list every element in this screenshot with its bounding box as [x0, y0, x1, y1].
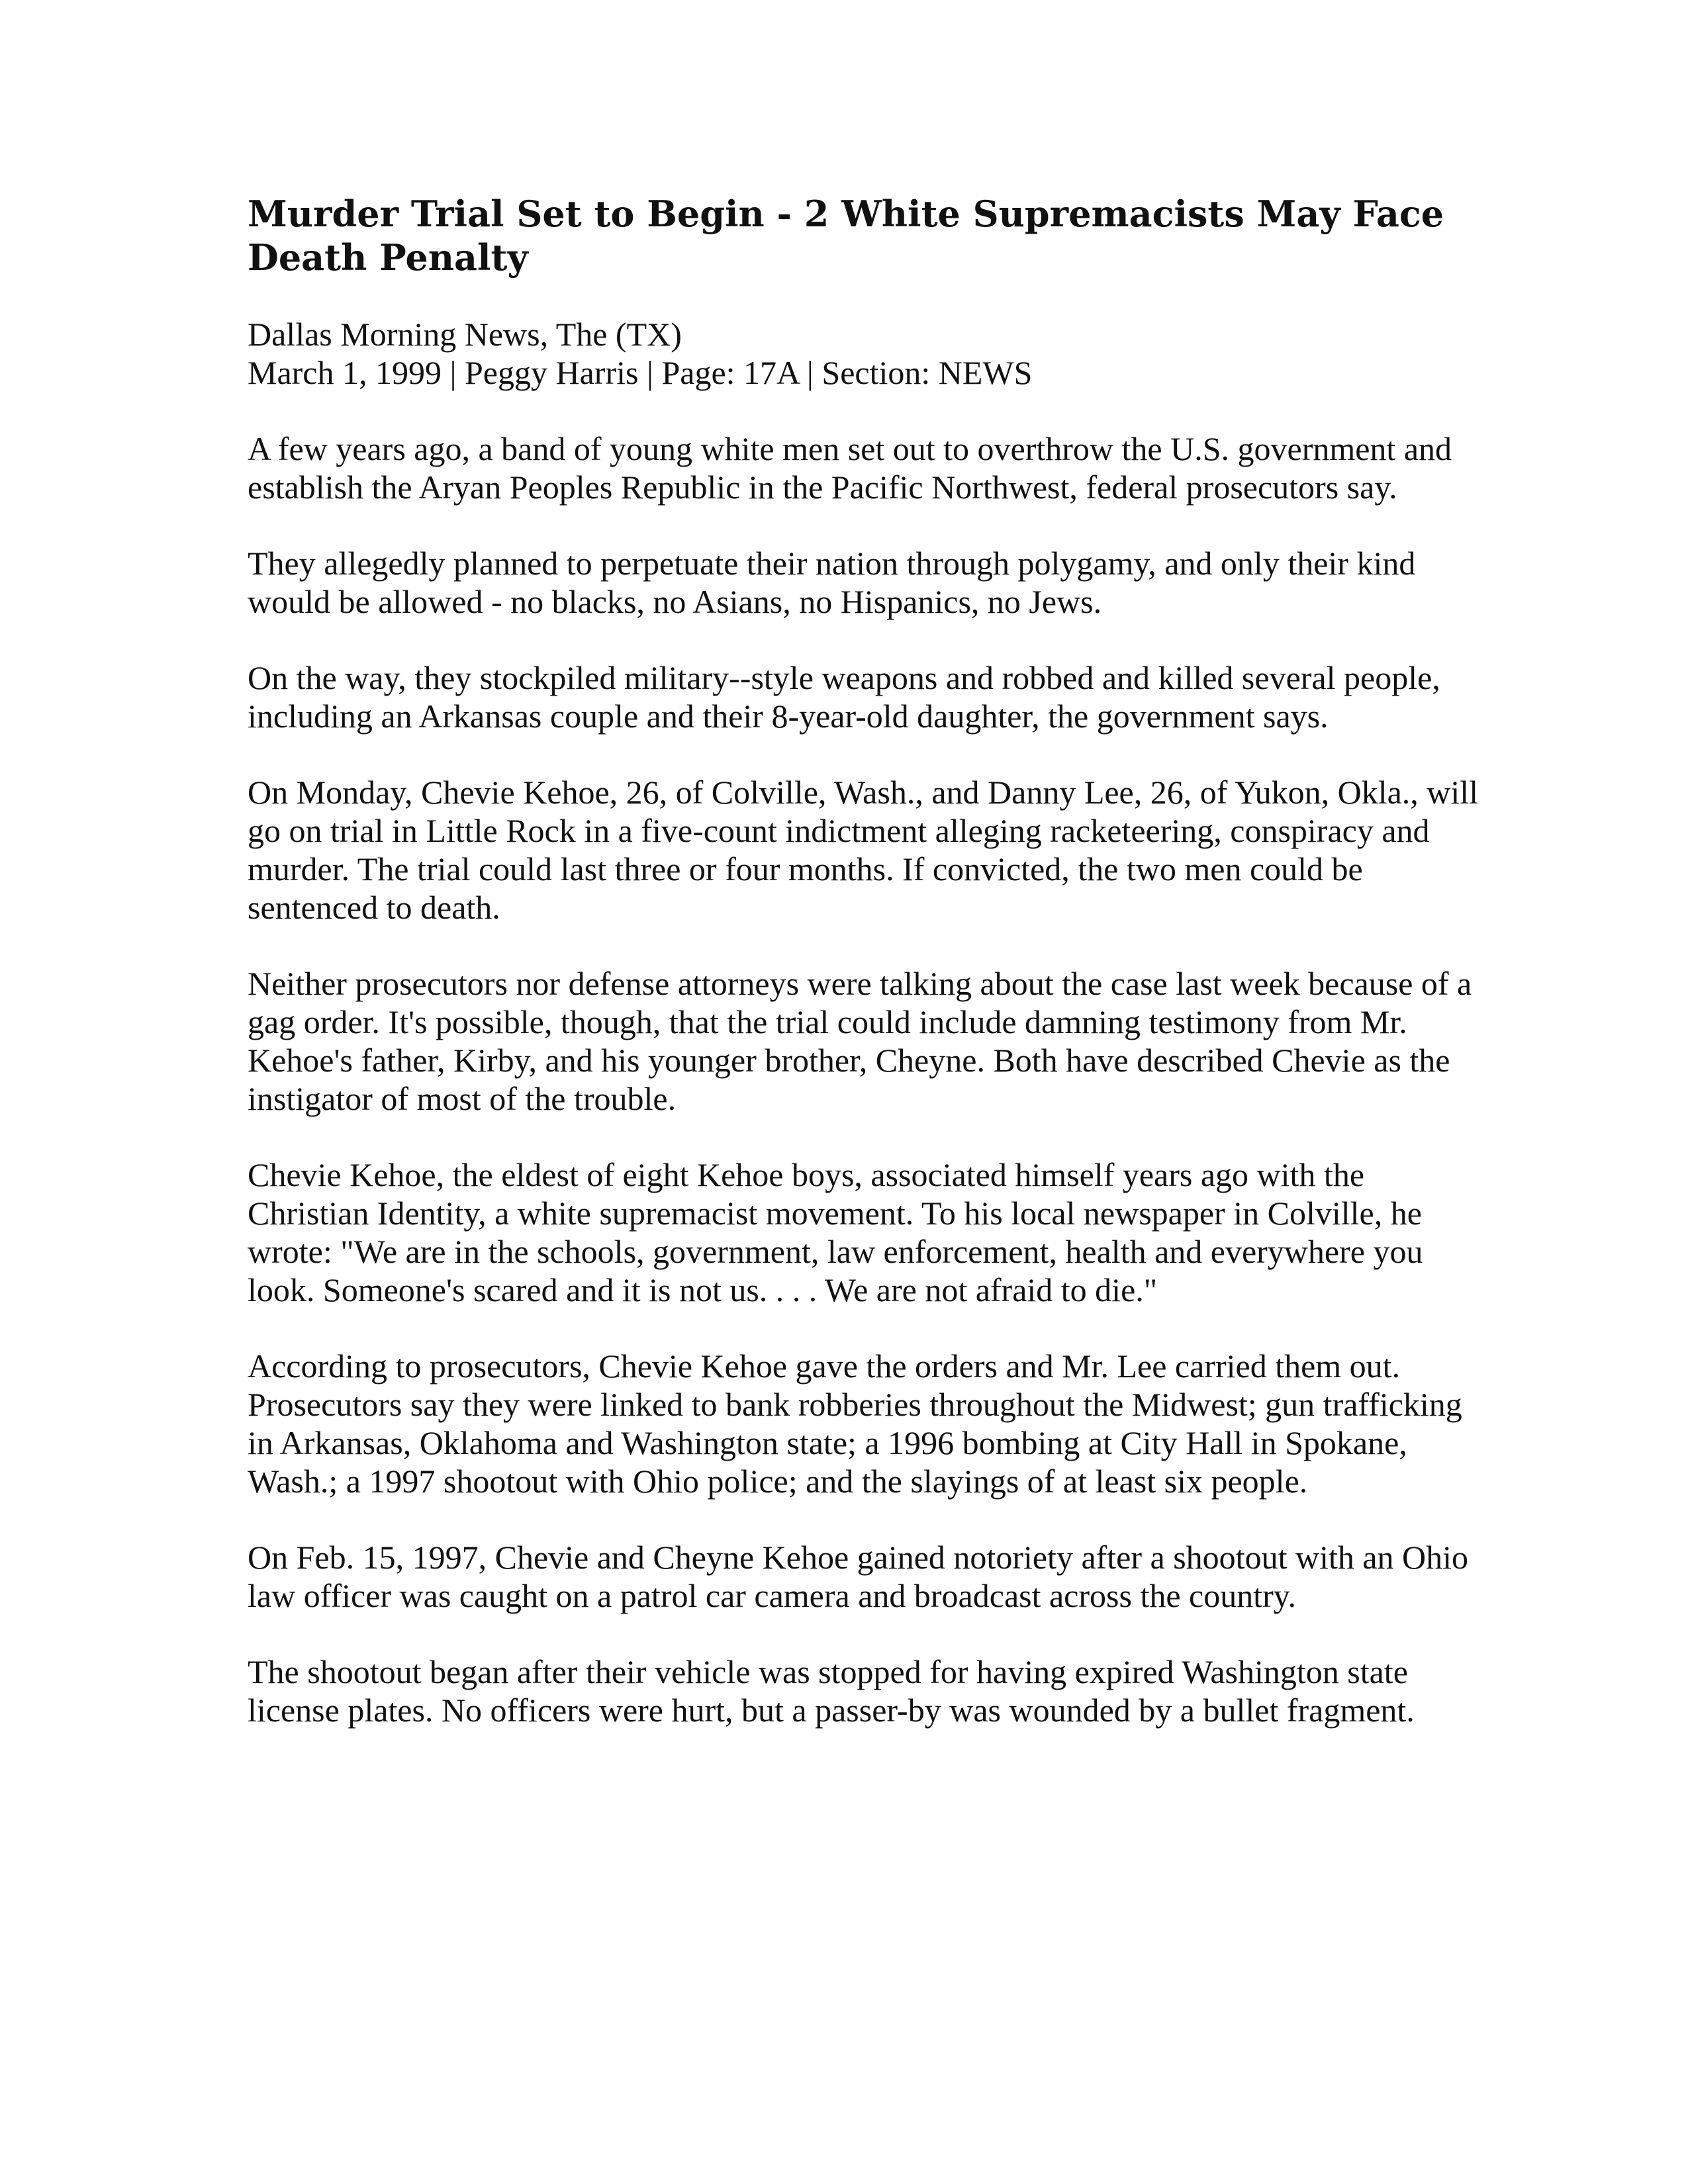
- article-paragraph: The shootout began after their vehicle was stopped for having expired Washington state license plates. No officers were hurt, but a passer-by was wounded by a bullet fragment.: [248, 1653, 1415, 1729]
- article-paragraph: Chevie Kehoe, the eldest of eight Kehoe boys, associated himself years ago with the Christian Identity, a white supremacist movement. To his local newspaper in Colville, he wrote: "We are in the schools, government, law enforcement, health and everywhere you look. Someone's scared and it is not us. . . . We are not afraid to die.": [248, 1156, 1423, 1308]
- article-paragraph: They allegedly planned to perpetuate their nation through polygamy, and only their kind would be allowed - no blacks, no Asians, no Hispanics, no Jews.: [248, 545, 1416, 620]
- article-paragraph: According to prosecutors, Chevie Kehoe gave the orders and Mr. Lee carried them out. Prosecutors say they were linked to bank robberies throughout the Midwest; gun trafficking in Arkansas, Oklahoma and Washington state; a 1996 bombing at City Hall in Spokane, Wash.; a 1997 shootout with Ohio police; and the slayings of at least six people.: [248, 1347, 1462, 1500]
- article-paragraph: On Feb. 15, 1997, Chevie and Cheyne Kehoe gained notoriety after a shootout with an Ohio law officer was caught on a patrol car camera and broadcast across the country.: [248, 1539, 1469, 1614]
- article-paragraph: On the way, they stockpiled military--style weapons and robbed and killed several people, including an Arkansas couple and their 8-year-old daughter, the government says.: [248, 659, 1440, 735]
- article-body: [248, 430, 1479, 1729]
- article-paragraph: A few years ago, a band of young white men set out to overthrow the U.S. government and establish the Aryan Peoples Republic in the Pacific Northwest, federal prosecutors say.: [248, 430, 1452, 506]
- article-byline: March 1, 1999 | Peggy Harris | Page: 17A | Section: NEWS: [248, 354, 1033, 391]
- article-paragraph: On Monday, Chevie Kehoe, 26, of Colville, Wash., and Danny Lee, 26, of Yukon, Okla., will go on trial in Little Rock in a five-count indictment alleging racketeering, conspiracy and murder. The trial could last three or four months. If convicted, the two men could be sentenced to death.: [248, 774, 1479, 926]
- article-headline: Murder Trial Set to Begin - 2 White Supremacists May Face Death Penalty: [248, 193, 1444, 279]
- article-paragraph: Neither prosecutors nor defense attorneys were talking about the case last week because of a gag order. It's possible, though, that the trial could include damning testimony from Mr. Kehoe's father, Kirby, and his younger brother, Cheyne. Both have described Chevie as the instigator of most of the trouble.: [248, 965, 1472, 1117]
- article-meta: [248, 315, 1479, 392]
- article-page: [248, 192, 1479, 1729]
- article-source: Dallas Morning News, The (TX): [248, 316, 682, 353]
